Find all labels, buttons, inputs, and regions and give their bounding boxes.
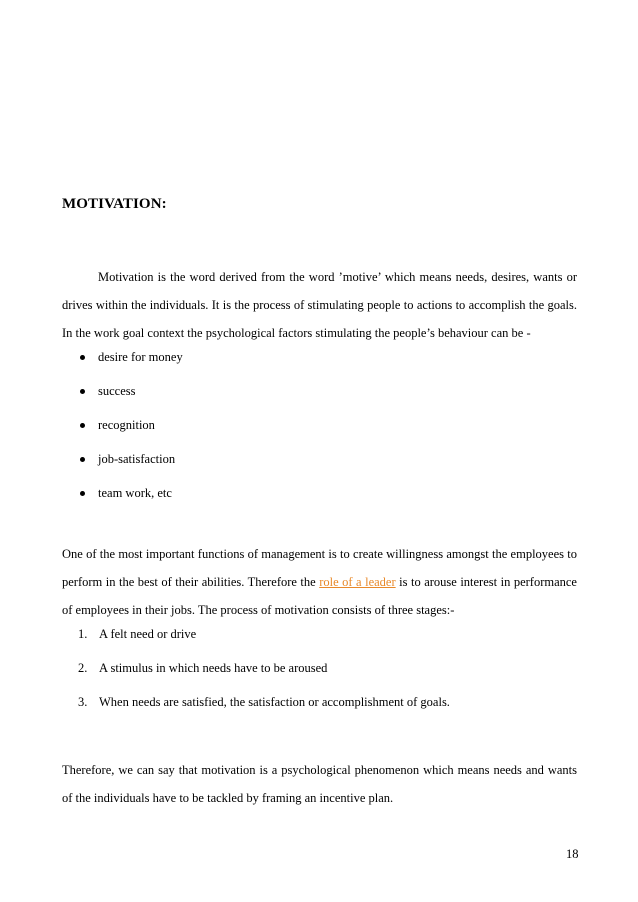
numbered-list: [78, 624, 450, 726]
list-item-text: When needs are satisfied, the satisfaction or accomplishment of goals.: [99, 695, 450, 709]
paragraph-conclusion-text: Therefore, we can say that motivation is a psychological phenomenon which means needs and wants of the individuals have to be tackled by framing an incentive plan.: [62, 763, 577, 805]
bullet-icon: [80, 491, 85, 496]
bullet-icon: [80, 355, 85, 360]
list-item-text: desire for money: [98, 350, 183, 364]
section-heading: MOTIVATION:: [62, 196, 167, 212]
bullet-icon: [80, 423, 85, 428]
paragraph-intro: [62, 263, 577, 347]
list-item-text: job-satisfaction: [98, 452, 176, 466]
list-item: [98, 347, 183, 381]
list-item: [98, 483, 183, 517]
list-item-text: team work, etc: [98, 486, 172, 500]
bullet-icon: [80, 389, 85, 394]
paragraph-conclusion: [62, 756, 577, 812]
role-of-leader-link[interactable]: role of a leader: [319, 575, 396, 589]
list-item: [98, 381, 183, 415]
paragraph-intro-text: Motivation is the word derived from the word ’motive’ which means needs, desires, wants or drives within the individuals. It is the process of stimulating people to actions to accomplish the goals. In the work goal context the psychological factors stimulating the people’s behaviour can be -: [62, 270, 577, 340]
list-item-text: success: [98, 384, 136, 398]
list-item: [98, 449, 183, 483]
paragraph-management-text-after: is to arouse interest in performance of employees in their jobs. The process of motivation consists of three stages:-: [62, 575, 577, 617]
list-item-text: A felt need or drive: [99, 627, 197, 641]
paragraph-management-text-before: One of the most important functions of management is to create willingness amongst the employees to perform in the best of their abilities. Therefore the: [62, 547, 577, 589]
list-number: 2.: [78, 661, 88, 675]
paragraph-management: [62, 540, 577, 624]
bullet-list: [98, 347, 183, 517]
list-item: [78, 624, 450, 658]
list-number: 3.: [78, 695, 88, 709]
bullet-icon: [80, 457, 85, 462]
list-item-text: A stimulus in which needs have to be aroused: [99, 661, 328, 675]
list-item: [78, 658, 450, 692]
list-number: 1.: [78, 627, 88, 641]
list-item: [98, 415, 183, 449]
list-item-text: recognition: [98, 418, 155, 432]
list-item: [78, 692, 450, 726]
page-number: 18: [566, 847, 579, 861]
